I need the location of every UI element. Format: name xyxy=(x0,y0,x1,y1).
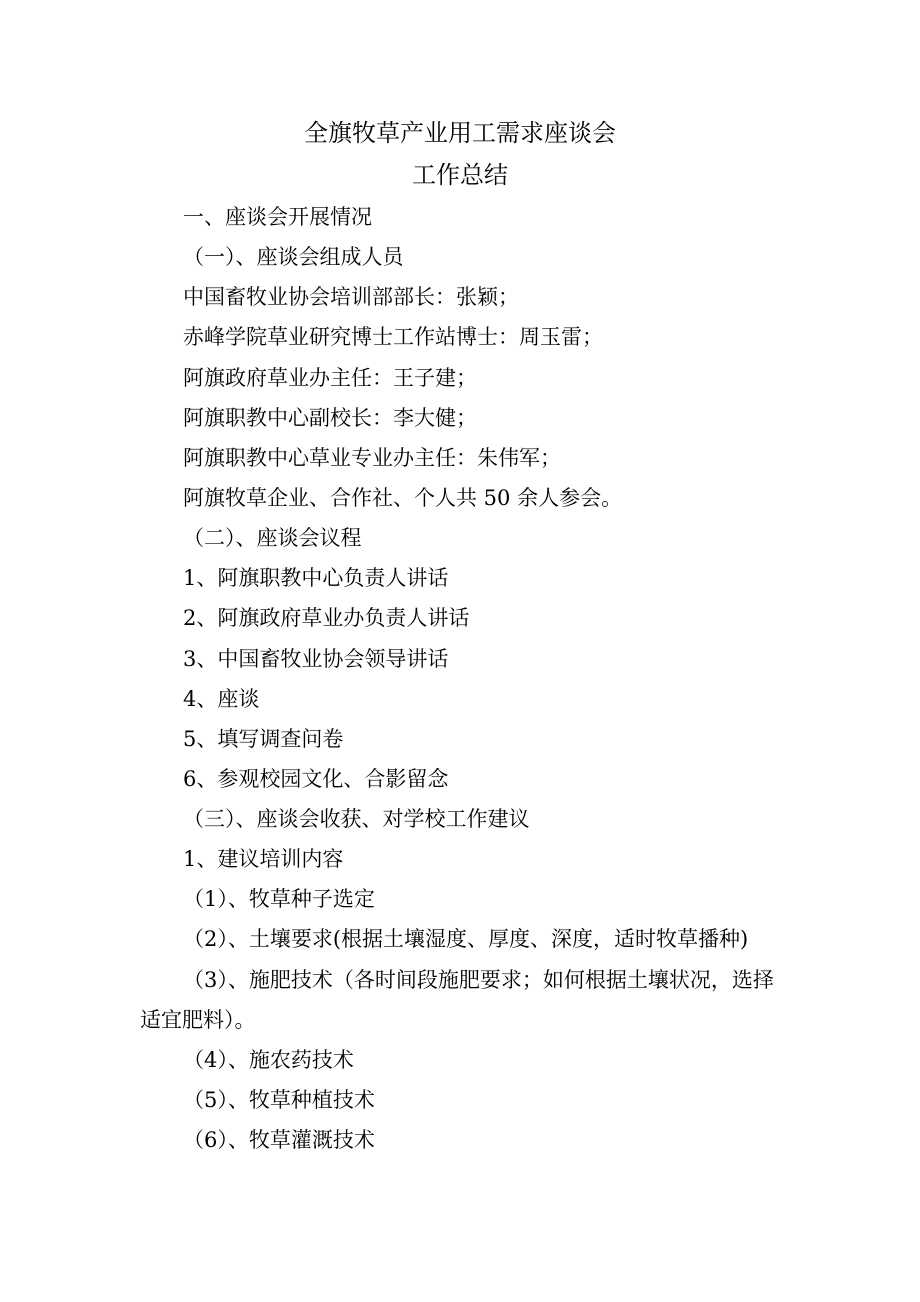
attendee-line: 阿旗职教中心副校长：李大健； xyxy=(183,406,477,430)
list-item: （3）、施肥技术（各时间段施肥要求；如何根据土壤状况，选择 xyxy=(183,968,774,992)
document-title: 全旗牧草产业用工需求座谈会 xyxy=(304,119,616,147)
subsection-heading: （二）、座谈会议程 xyxy=(183,526,362,550)
document-subtitle: 工作总结 xyxy=(412,161,508,189)
attendee-line: 阿旗牧草企业、合作社、个人共 50 余人参会。 xyxy=(183,486,623,510)
list-item-continuation: 适宜肥料）。 xyxy=(140,1008,256,1032)
agenda-item: 5、填写调查问卷 xyxy=(183,727,344,751)
attendee-line: 中国畜牧业协会培训部部长：张颖； xyxy=(183,285,519,309)
attendee-line: 阿旗政府草业办主任：王子建； xyxy=(183,366,477,390)
list-item: （6）、牧草灌溉技术 xyxy=(183,1128,375,1152)
agenda-item: 4、座谈 xyxy=(183,687,260,711)
section-heading: 一、座谈会开展情况 xyxy=(183,205,372,229)
list-item: （5）、牧草种植技术 xyxy=(183,1088,375,1112)
list-item: （1）、牧草种子选定 xyxy=(183,887,375,911)
agenda-item: 2、阿旗政府草业办负责人讲话 xyxy=(183,606,470,630)
list-item: （4）、施农药技术 xyxy=(183,1048,354,1072)
agenda-item: 3、中国畜牧业协会领导讲话 xyxy=(183,647,449,671)
list-item: （2）、土壤要求(根据土壤湿度、厚度、深度，适时牧草播种) xyxy=(183,927,749,951)
attendee-line: 赤峰学院草业研究博士工作站博士：周玉雷； xyxy=(183,325,603,349)
subsection-heading: （三）、座谈会收获、对学校工作建议 xyxy=(183,807,530,831)
agenda-item: 1、阿旗职教中心负责人讲话 xyxy=(183,566,449,590)
list-heading: 1、建议培训内容 xyxy=(183,847,344,871)
agenda-item: 6、参观校园文化、合影留念 xyxy=(183,767,449,791)
attendee-line: 阿旗职教中心草业专业办主任：朱伟军； xyxy=(183,446,561,470)
subsection-heading: （一）、座谈会组成人员 xyxy=(183,245,404,269)
